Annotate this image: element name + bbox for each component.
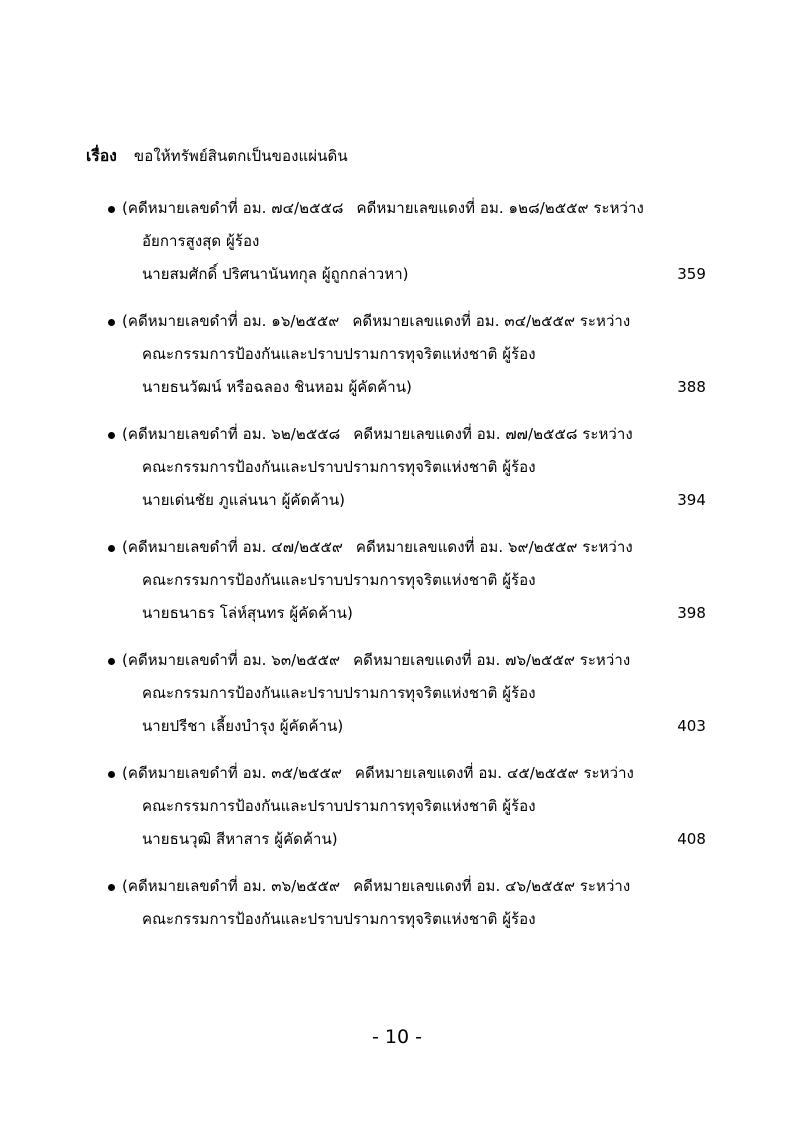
case-entry-case-numbers-line	[86, 757, 706, 790]
black-case-number: (คดีหมายเลขดำที่ อม. ๓๕/๒๕๕๙	[122, 764, 342, 782]
case-entry-respondent-line	[86, 710, 706, 743]
bullet-icon	[108, 319, 115, 326]
footer-page-marker: - 10 -	[372, 1026, 422, 1048]
case-entry-case-numbers-line	[86, 418, 706, 451]
bullet-icon	[108, 771, 115, 778]
red-case-number: คดีหมายเลขแดงที่ อม. ๔๖/๒๕๕๙ ระหว่าง	[353, 877, 631, 895]
entry-page-number: 398	[677, 604, 706, 622]
bullet-icon	[108, 545, 115, 552]
red-case-number: คดีหมายเลขแดงที่ อม. ๗๗/๒๕๕๘ ระหว่าง	[353, 425, 633, 443]
entry-page-number: 394	[677, 491, 706, 509]
case-entry-petitioner-line	[86, 338, 706, 371]
black-case-number: (คดีหมายเลขดำที่ อม. ๗๔/๒๕๕๘	[122, 199, 344, 217]
case-entry	[86, 531, 706, 630]
heading-title: ขอให้ทรัพย์สินตกเป็นของแผ่นดิน	[133, 147, 348, 165]
case-entry-petitioner-line	[86, 790, 706, 823]
red-case-number: คดีหมายเลขแดงที่ อม. ๖๙/๒๕๕๙ ระหว่าง	[355, 538, 633, 556]
case-entry	[86, 757, 706, 856]
case-entry	[86, 418, 706, 517]
case-entry-respondent-line	[86, 597, 706, 630]
case-entry-petitioner-line	[86, 564, 706, 597]
case-entry-petitioner-line	[86, 903, 706, 936]
entry-page-number: 403	[677, 717, 706, 735]
case-entry	[86, 192, 706, 291]
respondent-name: นายธนวุฒิ สีหาสาร ผู้คัดค้าน)	[142, 830, 338, 848]
respondent-name: นายธนวัฒน์ หรือฉลอง ชินหอม ผู้คัดค้าน)	[142, 378, 412, 396]
case-entry-case-numbers-line	[86, 192, 706, 225]
case-entry-case-numbers-line	[86, 531, 706, 564]
heading-label: เรื่อง	[86, 147, 117, 165]
respondent-name: นายปรีชา เลี้ยงบำรุง ผู้คัดค้าน)	[142, 717, 344, 735]
case-entry-case-numbers-line	[86, 870, 706, 903]
case-entry	[86, 305, 706, 404]
respondent-name: นายสมศักดิ์ ปริศนานันทกุล ผู้ถูกกล่าวหา)	[142, 265, 409, 283]
red-case-number: คดีหมายเลขแดงที่ อม. ๔๕/๒๕๕๙ ระหว่าง	[354, 764, 634, 782]
case-entry	[86, 644, 706, 743]
case-entry	[86, 870, 706, 936]
black-case-number: (คดีหมายเลขดำที่ อม. ๖๓/๒๕๕๙	[122, 651, 341, 669]
petitioner-name: คณะกรรมการป้องกันและปราบปรามการทุจริตแห่งชาติ ผู้ร้อง	[142, 345, 536, 363]
petitioner-name: คณะกรรมการป้องกันและปราบปรามการทุจริตแห่งชาติ ผู้ร้อง	[142, 571, 536, 589]
respondent-name: นายเด่นชัย ภูแล่นนา ผู้คัดค้าน)	[142, 491, 346, 509]
petitioner-name: อัยการสูงสุด ผู้ร้อง	[142, 232, 260, 250]
petitioner-name: คณะกรรมการป้องกันและปราบปรามการทุจริตแห่งชาติ ผู้ร้อง	[142, 458, 536, 476]
petitioner-name: คณะกรรมการป้องกันและปราบปรามการทุจริตแห่งชาติ ผู้ร้อง	[142, 684, 536, 702]
entry-page-number: 388	[677, 378, 706, 396]
case-entry-respondent-line	[86, 371, 706, 404]
red-case-number: คดีหมายเลขแดงที่ อม. ๗๖/๒๕๕๙ ระหว่าง	[353, 651, 631, 669]
red-case-number: คดีหมายเลขแดงที่ อม. ๑๒๘/๒๕๕๙ ระหว่าง	[356, 199, 644, 217]
case-entry-petitioner-line	[86, 225, 706, 258]
bullet-icon	[108, 432, 115, 439]
black-case-number: (คดีหมายเลขดำที่ อม. ๑๖/๒๕๕๙	[122, 312, 340, 330]
black-case-number: (คดีหมายเลขดำที่ อม. ๖๒/๒๕๕๘	[122, 425, 341, 443]
petitioner-name: คณะกรรมการป้องกันและปราบปรามการทุจริตแห่งชาติ ผู้ร้อง	[142, 797, 536, 815]
case-entry-petitioner-line	[86, 451, 706, 484]
case-entry-list	[86, 192, 706, 950]
entry-page-number: 408	[677, 830, 706, 848]
black-case-number: (คดีหมายเลขดำที่ อม. ๓๖/๒๕๕๙	[122, 877, 341, 895]
case-entry-respondent-line	[86, 484, 706, 517]
case-entry-respondent-line	[86, 823, 706, 856]
case-entry-case-numbers-line	[86, 305, 706, 338]
petitioner-name: คณะกรรมการป้องกันและปราบปรามการทุจริตแห่งชาติ ผู้ร้อง	[142, 910, 536, 928]
entry-page-number: 359	[677, 265, 706, 283]
black-case-number: (คดีหมายเลขดำที่ อม. ๔๗/๒๕๕๙	[122, 538, 343, 556]
bullet-icon	[108, 884, 115, 891]
case-entry-petitioner-line	[86, 677, 706, 710]
red-case-number: คดีหมายเลขแดงที่ อม. ๓๔/๒๕๕๙ ระหว่าง	[352, 312, 631, 330]
bullet-icon	[108, 206, 115, 213]
page-footer	[0, 1026, 794, 1048]
case-entry-case-numbers-line	[86, 644, 706, 677]
case-entry-respondent-line	[86, 258, 706, 291]
bullet-icon	[108, 658, 115, 665]
section-heading	[86, 143, 348, 168]
respondent-name: นายธนาธร โล่ห์สุนทร ผู้คัดค้าน)	[142, 604, 353, 622]
